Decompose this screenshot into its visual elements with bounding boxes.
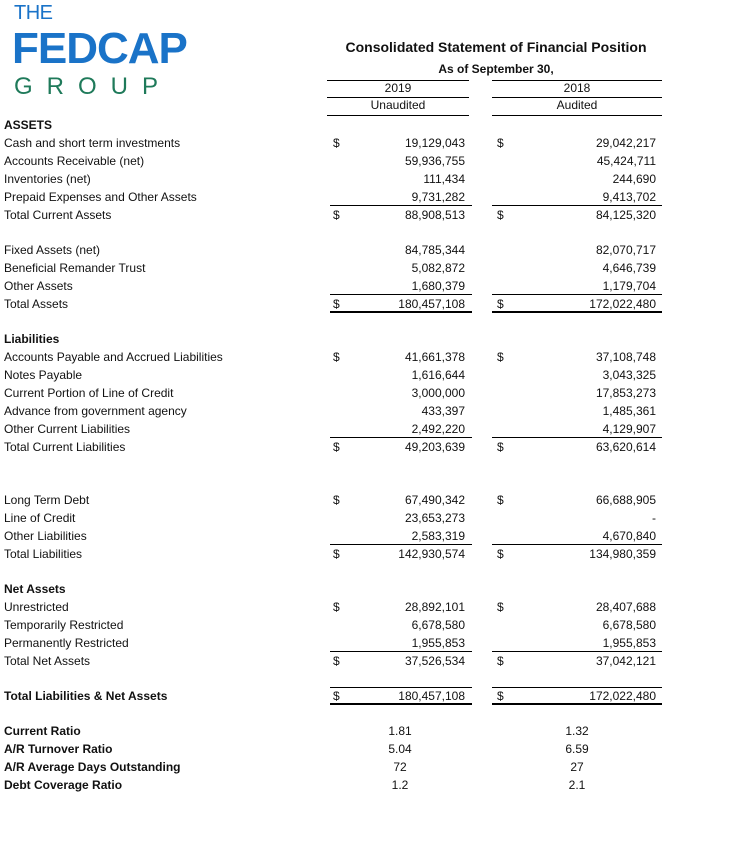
line-item-label: Liabilities [4,332,60,346]
value-2019: 23,653,273 [404,511,465,525]
statement-section [0,241,700,313]
value-2019: 41,661,378 [404,350,465,364]
line-item-label: Long Term Debt [4,493,90,507]
value-2018: 3,043,325 [602,368,656,382]
line-item-row [0,545,700,563]
ratio-row [0,758,700,776]
line-item-row [0,188,700,206]
value-2019: 88,908,513 [404,208,465,222]
line-item-label: Total Current Assets [4,208,112,222]
value-2019: 28,892,101 [404,600,465,614]
value-2019: 59,936,755 [404,154,465,168]
line-item-label: Line of Credit [4,511,76,525]
line-item-label: Fixed Assets (net) [4,243,101,257]
line-item-label: Total Liabilities & Net Assets [4,689,168,703]
currency-symbol: $ [497,350,504,364]
line-item-row [0,652,700,670]
value-2018: 27 [570,760,584,774]
line-item-label: Total Assets [4,297,69,311]
currency-symbol: $ [333,547,340,561]
value-2019: 19,129,043 [404,136,465,150]
value-2018: 63,620,614 [595,440,656,454]
line-item-row [0,687,700,705]
line-item-label: Unrestricted [4,600,69,614]
value-2019: 67,490,342 [404,493,465,507]
line-item-row [0,241,700,259]
line-item-row [0,438,700,456]
value-2018: 172,022,480 [589,297,656,311]
line-item-label: Total Current Liabilities [4,440,126,454]
value-2018: - [652,511,656,525]
line-item-label: ASSETS [4,118,53,132]
line-item-row [0,259,700,277]
statement-section [0,580,700,670]
value-2019: 180,457,108 [398,297,465,311]
value-2018: 28,407,688 [595,600,656,614]
value-2019: 72 [393,760,407,774]
currency-symbol: $ [333,600,340,614]
value-2018: 4,670,840 [602,529,656,543]
currency-symbol: $ [333,440,340,454]
section-header [0,580,700,598]
line-item-row [0,402,700,420]
statement-section [0,722,700,794]
line-item-label: Advance from government agency [4,404,187,418]
line-item-row [0,616,700,634]
column-status-2019: Unaudited [370,98,426,112]
value-2019: 142,930,574 [398,547,465,561]
line-item-row [0,170,700,188]
line-item-label: Other Liabilities [4,529,87,543]
line-item-label: Debt Coverage Ratio [4,778,123,792]
value-2018: 6,678,580 [602,618,656,632]
value-2019: 37,526,534 [404,654,465,668]
value-2018: 1,179,704 [602,279,656,293]
line-item-row [0,491,700,509]
value-2019: 49,203,639 [404,440,465,454]
ratio-row [0,740,700,758]
logo-group: GROUP [14,73,173,100]
line-item-label: Total Net Assets [4,654,91,668]
value-2018: 37,108,748 [595,350,656,364]
currency-symbol: $ [497,297,504,311]
line-item-row [0,295,700,313]
column-year-2018: 2018 [563,81,591,95]
line-item-row [0,134,700,152]
value-2019: 180,457,108 [398,689,465,703]
line-item-label: Beneficial Remander Trust [4,261,146,275]
value-2018: 66,688,905 [595,493,656,507]
value-2018: 134,980,359 [589,547,656,561]
ratio-row [0,722,700,740]
line-item-row [0,206,700,224]
value-2018: 4,129,907 [602,422,656,436]
line-item-label: Temporarily Restricted [4,618,124,632]
line-item-label: Permanently Restricted [4,636,129,650]
line-item-label: Current Ratio [4,724,81,738]
value-2019: 1.2 [391,778,409,792]
line-item-row [0,527,700,545]
section-header [0,330,700,348]
value-2019: 9,731,282 [411,190,465,204]
line-item-row [0,152,700,170]
statement-body [0,116,700,794]
value-2019: 1,955,853 [411,636,465,650]
value-2019: 3,000,000 [411,386,465,400]
value-2018: 17,853,273 [595,386,656,400]
value-2019: 5.04 [388,742,412,756]
fedcap-logo [12,2,187,101]
value-2018: 9,413,702 [602,190,656,204]
currency-symbol: $ [497,493,504,507]
statement-section [0,116,700,224]
value-2018: 4,646,739 [602,261,656,275]
section-header [0,116,700,134]
line-item-label: Cash and short term investments [4,136,181,150]
column-status-2018: Audited [556,98,598,112]
line-item-row [0,420,700,438]
value-2018: 1.32 [565,724,589,738]
currency-symbol: $ [497,208,504,222]
currency-symbol: $ [497,600,504,614]
currency-symbol: $ [497,547,504,561]
statement-section [0,687,700,705]
line-item-label: Notes Payable [4,368,83,382]
value-2019: 1,680,379 [411,279,465,293]
line-item-label: Accounts Payable and Accrued Liabilities [4,350,223,364]
line-item-row [0,384,700,402]
line-item-row [0,277,700,295]
currency-symbol: $ [333,654,340,668]
logo-the: THE [14,2,53,24]
currency-symbol: $ [333,689,340,703]
value-2018: 82,070,717 [595,243,656,257]
line-item-row [0,598,700,616]
value-2019: 5,082,872 [411,261,465,275]
line-item-label: Inventories (net) [4,172,91,186]
currency-symbol: $ [333,350,340,364]
statement-section [0,491,700,563]
value-2018: 45,424,711 [596,154,656,168]
statement-title: Consolidated Statement of Financial Position [345,39,647,55]
ratio-row [0,776,700,794]
statement-section [0,330,700,456]
line-item-label: A/R Average Days Outstanding [4,760,181,774]
value-2019: 6,678,580 [411,618,465,632]
value-2019: 1,616,644 [411,368,465,382]
value-2018: 84,125,320 [595,208,656,222]
currency-symbol: $ [333,493,340,507]
currency-symbol: $ [333,136,340,150]
currency-symbol: $ [497,440,504,454]
line-item-row [0,348,700,366]
line-item-row [0,509,700,527]
currency-symbol: $ [497,689,504,703]
logo-fedcap: FEDCAP [12,24,187,73]
line-item-label: Accounts Receivable (net) [4,154,145,168]
currency-symbol: $ [333,297,340,311]
line-item-label: Total Liabilities [4,547,83,561]
value-2018: 2.1 [568,778,586,792]
value-2019: 2,583,319 [411,529,465,543]
line-item-label: Other Assets [4,279,73,293]
value-2018: 37,042,121 [595,654,656,668]
line-item-row [0,634,700,652]
value-2018: 1,955,853 [602,636,656,650]
line-item-label: Other Current Liabilities [4,422,131,436]
value-2018: 29,042,217 [595,136,656,150]
line-item-row [0,366,700,384]
value-2019: 1.81 [388,724,412,738]
value-2019: 433,397 [421,404,465,418]
value-2018: 6.59 [565,742,589,756]
currency-symbol: $ [497,136,504,150]
value-2018: 1,485,361 [602,404,656,418]
column-year-2019: 2019 [384,81,412,95]
value-2018: 244,690 [612,172,656,186]
value-2019: 84,785,344 [404,243,465,257]
value-2019: 111,434 [423,172,465,186]
currency-symbol: $ [333,208,340,222]
value-2018: 172,022,480 [589,689,656,703]
line-item-label: Current Portion of Line of Credit [4,386,174,400]
statement-subtitle: As of September 30, [438,62,554,76]
line-item-label: Net Assets [4,582,66,596]
currency-symbol: $ [497,654,504,668]
line-item-label: Prepaid Expenses and Other Assets [4,190,197,204]
line-item-label: A/R Turnover Ratio [4,742,113,756]
value-2019: 2,492,220 [411,422,465,436]
